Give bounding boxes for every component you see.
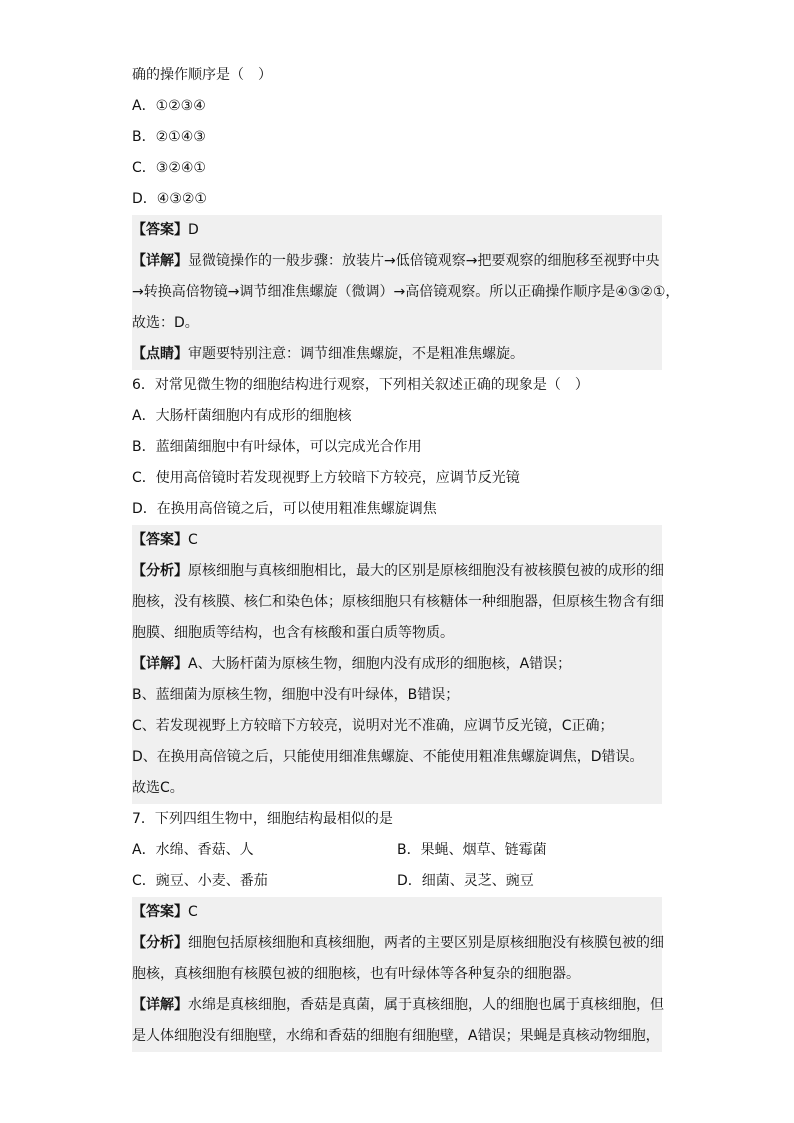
- q6-option-c: C．使用高倍镜时若发现视野上方较暗下方较亮，应调节反光镜: [132, 470, 520, 486]
- q7-option-d: D．细菌、灵芝、豌豆: [397, 873, 534, 889]
- q5-point: [132, 339, 662, 370]
- detail-tag: 【详解】: [132, 253, 188, 269]
- analysis-line: 胞核，真核细胞有核膜包被的细胞核，也有叶绿体等各种复杂的细胞器。: [132, 966, 580, 982]
- analysis-tag: 【分析】: [132, 563, 188, 579]
- analysis-line: 细胞包括原核细胞和真核细胞，两者的主要区别是原核细胞没有核膜包被的细: [188, 935, 664, 951]
- q6-answer: [132, 525, 662, 556]
- point-text: 审题要特别注意：调节细准焦螺旋，不是粗准焦螺旋。: [188, 346, 524, 362]
- q5-option-a: A．①②③④: [132, 98, 206, 114]
- q5-option-b: B．②①④③: [132, 129, 206, 145]
- document-page: [132, 60, 680, 1052]
- q7-option-a: A．水绵、香菇、人: [132, 842, 254, 858]
- q5-option-c: C．③②④①: [132, 160, 206, 176]
- detail-line: 显微镜操作的一般步骤：放装片→低倍镜观察→把要观察的细胞移至视野中央: [188, 253, 660, 269]
- q7-detail: [132, 990, 662, 1052]
- q7-options-row-1: [132, 835, 662, 866]
- detail-tag: 【详解】: [132, 656, 188, 672]
- q7-stem: 7．下列四组生物中，细胞结构最相似的是: [132, 811, 393, 827]
- detail-line: 水绵是真核细胞，香菇是真菌，属于真核细胞，人的细胞也属于真核细胞，但: [188, 997, 664, 1013]
- detail-line: 故选：D。: [132, 315, 199, 331]
- q7-analysis: [132, 928, 662, 990]
- answer-tag: 【答案】: [132, 532, 188, 548]
- q5-option-d: D．④③②①: [132, 191, 207, 207]
- detail-line: A、大肠杆菌为原核生物，细胞内没有成形的细胞核，A错误；: [188, 656, 572, 672]
- q6-option-b: B．蓝细菌细胞中有叶绿体，可以完成光合作用: [132, 439, 422, 455]
- detail-line: 故选C。: [132, 780, 184, 796]
- q7-option-c: C．豌豆、小麦、番茄: [132, 873, 268, 889]
- answer-value: D: [188, 222, 199, 238]
- q7-option-b: B．果蝇、烟草、链霉菌: [397, 842, 547, 858]
- detail-line: 是人体细胞没有细胞壁，水绵和香菇的细胞有细胞壁，A错误；果蝇是真核动物细胞，: [132, 1028, 660, 1044]
- q5-detail: [132, 246, 680, 339]
- q5-answer: [132, 215, 662, 246]
- q6-option-d: D．在换用高倍镜之后，可以使用粗准焦螺旋调焦: [132, 501, 437, 517]
- analysis-line: 胞膜、细胞质等结构，也含有核酸和蛋白质等物质。: [132, 625, 454, 641]
- answer-value: C: [188, 904, 198, 920]
- answer-value: C: [188, 532, 198, 548]
- answer-tag: 【答案】: [132, 904, 188, 920]
- q6-analysis: [132, 556, 662, 649]
- answer-tag: 【答案】: [132, 222, 188, 238]
- q7-answer: [132, 897, 662, 928]
- detail-line: C、若发现视野上方较暗下方较亮，说明对光不准确，应调节反光镜，C正确；: [132, 718, 614, 734]
- q6-stem: 6．对常见微生物的细胞结构进行观察，下列相关叙述正确的现象是（ ）: [132, 377, 589, 393]
- point-tag: 【点睛】: [132, 346, 188, 362]
- q5-stem-tail: 确的操作顺序是（ ）: [132, 67, 272, 83]
- analysis-tag: 【分析】: [132, 935, 188, 951]
- q7-options-row-2: [132, 866, 662, 897]
- detail-line: D、在换用高倍镜之后，只能使用细准焦螺旋、不能使用粗准焦螺旋调焦，D错误。: [132, 749, 644, 765]
- q6-detail: [132, 649, 662, 804]
- analysis-line: 原核细胞与真核细胞相比，最大的区别是原核细胞没有被核膜包被的成形的细: [188, 563, 664, 579]
- detail-line: →转换高倍物镜→调节细准焦螺旋（微调）→高倍镜观察。所以正确操作顺序是④③②①，: [132, 284, 680, 300]
- detail-tag: 【详解】: [132, 997, 188, 1013]
- q6-option-a: A．大肠杆菌细胞内有成形的细胞核: [132, 408, 352, 424]
- analysis-line: 胞核，没有核膜、核仁和染色体；原核细胞只有核糖体一种细胞器，但原核生物含有细: [132, 594, 664, 610]
- detail-line: B、蓝细菌为原核生物，细胞中没有叶绿体，B错误；: [132, 687, 460, 703]
